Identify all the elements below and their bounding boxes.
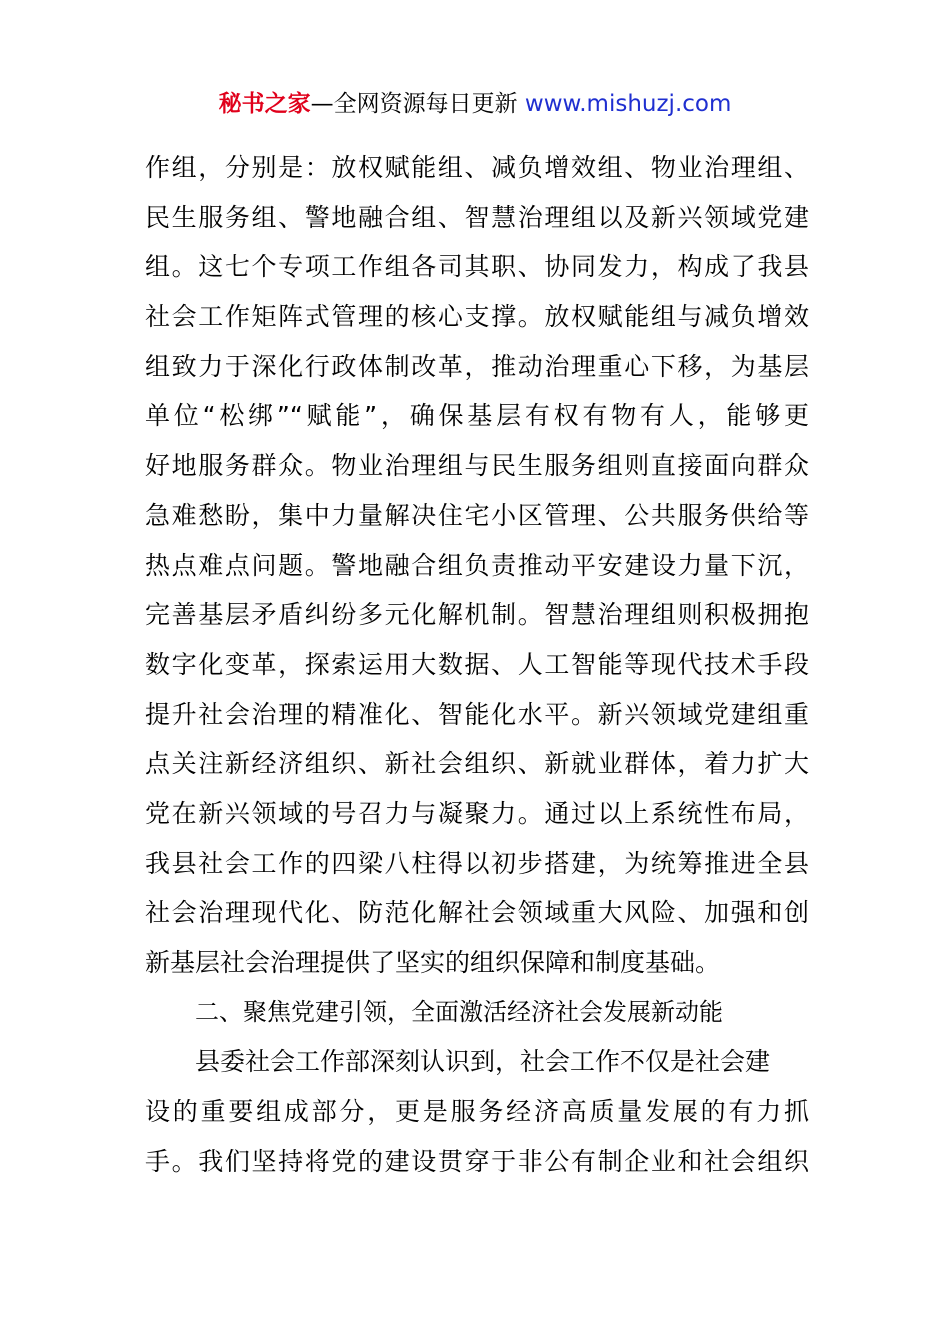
- paragraph-line: 设的重要组成部分，更是服务经济高质量发展的有力抓: [145, 1097, 809, 1127]
- paragraph-line: 热点难点问题。警地融合组负责推动平安建设力量下沉，: [145, 550, 809, 580]
- page-header: [0, 88, 950, 120]
- paragraph-line: 党在新兴领域的号召力与凝聚力。通过以上系统性布局，: [145, 798, 809, 828]
- section-heading: 二、聚焦党建引领，全面激活经济社会发展新动能: [195, 997, 723, 1026]
- paragraph-line: 数字化变革，探索运用大数据、人工智能等现代技术手段: [145, 649, 809, 679]
- paragraph-line: 县委社会工作部深刻认识到，社会工作不仅是社会建: [195, 1047, 771, 1077]
- header-brand: 秘书之家: [218, 91, 311, 117]
- paragraph-line: 社会治理现代化、防范化解社会领域重大风险、加强和创: [145, 898, 809, 928]
- paragraph-line: 我县社会工作的四梁八柱得以初步搭建，为统筹推进全县: [145, 848, 809, 878]
- header-url-link[interactable]: www.mishuzj.com: [524, 91, 732, 117]
- paragraph-line: 手。我们坚持将党的建设贯穿于非公有制企业和社会组织: [145, 1146, 809, 1176]
- paragraph-line: 社会工作矩阵式管理的核心支撑。放权赋能组与减负增效: [145, 302, 809, 332]
- paragraph-line: 提升社会治理的精准化、智能化水平。新兴领域党建组重: [145, 699, 809, 729]
- paragraph-line: 单位“松绑”“赋能”，确保基层有权有物有人，能够更: [145, 401, 809, 431]
- paragraph-line: 组致力于深化行政体制改革，推动治理重心下移，为基层: [145, 351, 809, 381]
- paragraph-line: 组。这七个专项工作组各司其职、协同发力，构成了我县: [145, 252, 809, 282]
- paragraph-line: 作组，分别是：放权赋能组、减负增效组、物业治理组、: [145, 153, 809, 182]
- paragraph-line: 急难愁盼，集中力量解决住宅小区管理、公共服务供给等: [145, 500, 809, 530]
- paragraph-line: 完善基层矛盾纠纷多元化解机制。智慧治理组则积极拥抱: [145, 600, 809, 630]
- paragraph-line: 点关注新经济组织、新社会组织、新就业群体，着力扩大: [145, 749, 809, 779]
- header-tagline: —全网资源每日更新: [310, 91, 518, 117]
- body-text: [145, 143, 809, 1186]
- paragraph-line: 民生服务组、警地融合组、智慧治理组以及新兴领域党建: [145, 202, 809, 232]
- paragraph-line: 好地服务群众。物业治理组与民生服务组则直接面向群众: [145, 451, 809, 481]
- paragraph-line-last: 新基层社会治理提供了坚实的组织保障和制度基础。: [145, 948, 721, 977]
